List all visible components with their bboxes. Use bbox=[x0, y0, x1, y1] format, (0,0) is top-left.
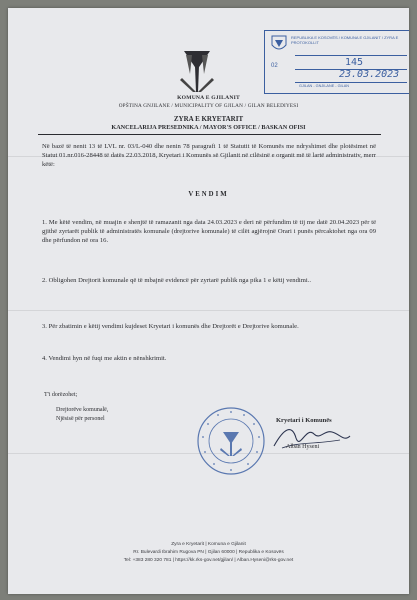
document-title: VENDIM bbox=[188, 191, 229, 198]
document-page bbox=[8, 8, 409, 594]
stamp-footer: GJILAN - GNJILANE - GILAN bbox=[299, 84, 350, 88]
stamp-date: 23.03.2023 bbox=[339, 69, 400, 80]
footer-line-1: Zyra e Kryetarit | Komuna e Gjilanit bbox=[171, 542, 246, 547]
preamble-text: Në bazë të nenit 13 të LVL nr. 03/L-040 dhe nenin 78 paragrafi 1 të Statutit të Komunës me ndryshimet dhe plotësimet në Statut 01.nr.016-28448 të datës 22.03.2018, Kryetari i Komunës së Gjilanit në cilësinë e organit më të lartë administrativ, merr këtë: bbox=[42, 143, 376, 168]
stamp-number: 145 bbox=[345, 57, 364, 68]
decision-item-2: 2. Obligohen Drejtorit komunale që të mbajnë evidencë për zyrtarë publik nga pika 1 e këtij vendimi.. bbox=[42, 277, 311, 284]
footer-line-2: Rr. Bulevardi Ibrahim Rugova PN | Gjilan 60000 | Republika e Kosovës bbox=[133, 550, 284, 555]
decision-item-3: 3. Për zbatimin e këtij vendimi kujdeset Kryetari i komunës dhe Drejtorët e Drejtorive komunale. bbox=[42, 323, 299, 330]
stamp-code: 02 bbox=[271, 63, 278, 69]
decision-item-4: 4. Vendimi hyn në fuqi me aktin e nënshkrimit. bbox=[42, 355, 167, 362]
footer-line-3: Tel: +383 280 320 781 | https://kk.rks-gov.net/gjilan/ | Alban.Hyseni@rks-gov.net bbox=[123, 558, 294, 563]
protocol-stamp bbox=[264, 30, 409, 94]
signatory-name: Alban Hyseni bbox=[286, 444, 320, 450]
office-name: ZYRA E KRYETARIT bbox=[173, 115, 244, 123]
header-divider bbox=[38, 134, 381, 135]
municipality-name: KOMUNA E GJILANIT bbox=[177, 95, 240, 101]
office-subtitle: KANCELARIJA PRESEDNIKA / MAYOR'S OFFICE / BASKAN OFISI bbox=[111, 124, 306, 131]
municipality-emblem-icon bbox=[178, 48, 216, 94]
decision-item-1: 1. Me këtë vendim, në muajin e shenjtë të ramazanit nga data 24.03.2023 e deri në përfundim të tij me datë 20.04.2023 për të gjithë zyrtarët publik të administratës komunale (drejtorive komunale) të cilët agjërojnë Orari i punës përcaktohet nga ora 09 dhe përfundon në ora 16. bbox=[42, 219, 376, 244]
delivery-label: T'i dorëzohet; bbox=[44, 392, 78, 398]
official-seal-icon bbox=[196, 406, 266, 476]
delivery-recipient-1: Drejtorëve komunalë, bbox=[56, 407, 109, 413]
stamp-header: REPUBLIKA E KOSOVËS / KOMUNA E GJILANIT / ZYRA E PROTOKOLLIT bbox=[291, 35, 399, 45]
delivery-recipient-2: Njësisë për personel bbox=[56, 416, 105, 422]
municipality-subtitle: OPŠTINA GNJILANE / MUNICIPALITY OF GJILAN / GILAN BELEDIYESI bbox=[118, 103, 299, 109]
stamp-emblem-icon bbox=[270, 34, 288, 54]
signatory-title: Kryetari i Komunës bbox=[276, 417, 332, 424]
paper-crease bbox=[8, 310, 409, 311]
